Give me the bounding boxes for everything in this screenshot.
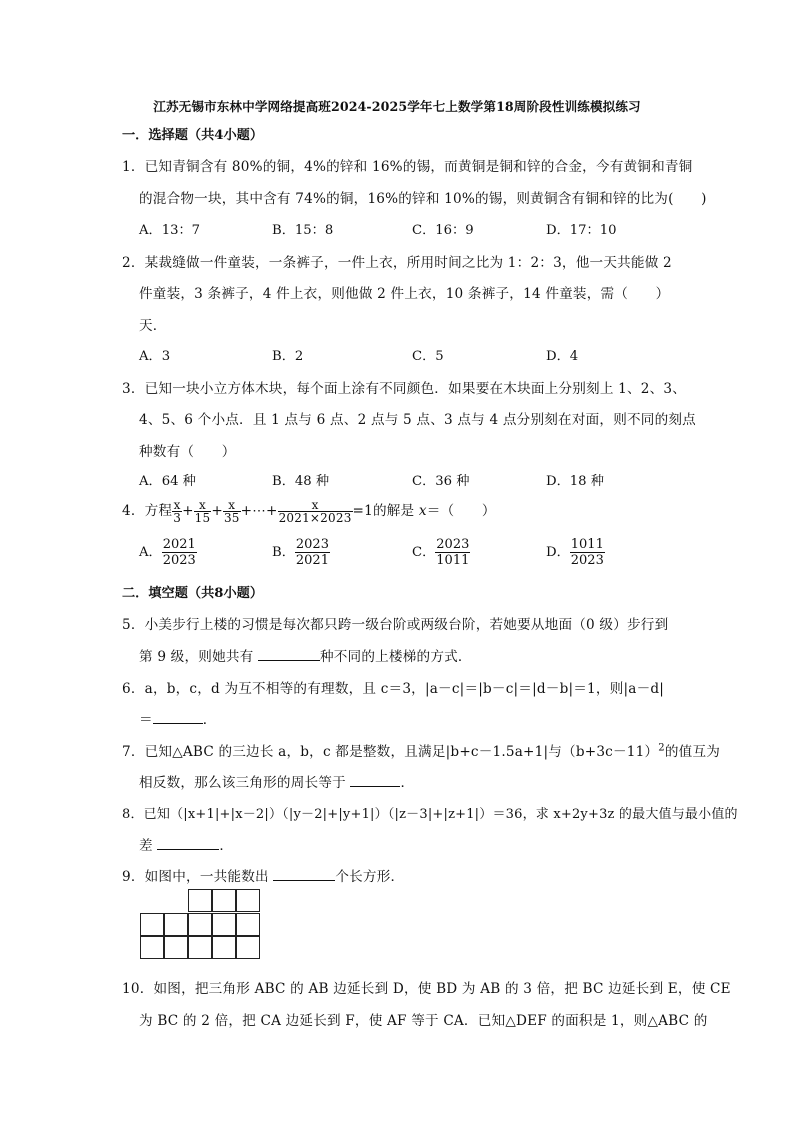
question-3-option-a: A．64 种 bbox=[139, 474, 196, 489]
question-1-line-2: 的混合物一块，其中含有 74%的铜，16%的锌和 10%的锡，则黄铜含有铜和锌的比为( ) bbox=[139, 191, 707, 207]
question-2-option-c: C．5 bbox=[412, 349, 444, 364]
question-4-tail: ＝（ ） bbox=[426, 503, 496, 519]
question-1-option-a: A．13：7 bbox=[139, 223, 201, 238]
grid-cell bbox=[164, 936, 188, 959]
question-2-line-1: 2．某裁缝做一件童装，一条裤子，一件上衣，所用时间之比为 1：2：3，他一天共能做 2 bbox=[122, 255, 672, 271]
question-2-option-a: A．3 bbox=[139, 349, 171, 364]
answer-blank[interactable] bbox=[350, 774, 400, 787]
question-3-line-2: 4、5、6 个小点．且 1 点与 6 点、2 点与 5 点、3 点与 4 点分别刻在对面，则不同的刻点 bbox=[139, 412, 696, 428]
grid-cell bbox=[140, 936, 164, 959]
question-9-line-1: 9．如图中，一共能数出 个长方形． bbox=[122, 869, 405, 885]
question-4-line-1 bbox=[122, 496, 496, 526]
grid-cell bbox=[164, 913, 188, 936]
answer-blank[interactable] bbox=[153, 711, 203, 724]
fraction-x-over-35: $\frac{x}{35}$ bbox=[223, 498, 240, 525]
question-7-line-1: 7．已知△ABC 的三边长 a，b，c 都是整数，且满足|b+c－1.5a+1|与$(b+3c-11)^2$的值互为 bbox=[122, 742, 721, 760]
answer-blank[interactable] bbox=[273, 868, 335, 881]
question-8-line-1: 8．已知（|x+1|+|x－2|）（|y－2|+|y+1|）（|z－3|+|z+1|）＝36，求 x+2y+3z 的最大值与最小值的 bbox=[122, 807, 738, 822]
question-6-line-1: 6．a，b，c，d 为互不相等的有理数，且 c＝3，|a－c|＝|b－c|＝|d－b|＝1，则|a－d| bbox=[122, 681, 665, 697]
question-3-option-b: B．48 种 bbox=[272, 474, 330, 489]
grid-cell bbox=[212, 913, 236, 936]
question-4-option-b: B． $\frac{2023}{2021}$ bbox=[272, 537, 329, 568]
question-3-option-d: D．18 种 bbox=[546, 474, 604, 489]
question-1-option-b: B．15：8 bbox=[272, 223, 334, 238]
grid-cell bbox=[212, 936, 236, 959]
question-4-option-c: C． $\frac{2023}{1011}$ bbox=[412, 537, 470, 568]
question-1-option-c: C．16：9 bbox=[412, 223, 474, 238]
option-c-fraction: $\frac{2023}{1011}$ bbox=[436, 537, 470, 568]
question-6-line-2: ＝ ． bbox=[139, 712, 217, 728]
grid-cell bbox=[188, 889, 212, 912]
question-4-variable: x bbox=[418, 503, 427, 519]
option-a-fraction: $\frac{2021}{2023}$ bbox=[162, 537, 196, 568]
question-3-line-1: 3．已知一块小立方体木块，每个面上涂有不同颜色．如果要在木块面上分别刻上 1、2、3、 bbox=[122, 381, 687, 397]
question-4-option-a: A． $\frac{2021}{2023}$ bbox=[139, 537, 196, 568]
question-3-line-3: 种数有（ ） bbox=[139, 444, 236, 460]
question-2-line-3: 天． bbox=[139, 318, 167, 334]
grid-cell bbox=[236, 913, 260, 936]
plus-ellipsis: +⋯+ bbox=[240, 503, 278, 519]
question-4-option-d: D． $\frac{1011}{2023}$ bbox=[546, 537, 604, 568]
grid-cell bbox=[140, 913, 164, 936]
page-title: 江苏无锡市东林中学网络提高班2024-2025学年七上数学第18周阶段性训练模拟练习 bbox=[153, 99, 641, 114]
plus-sign-1: + bbox=[182, 503, 194, 519]
answer-blank[interactable] bbox=[258, 648, 320, 661]
exponent-2: 2 bbox=[658, 742, 665, 754]
question-5-line-2: 第 9 级，则她共有 种不同的上楼梯的方式． bbox=[139, 649, 472, 665]
rectangle-grid-figure bbox=[139, 889, 269, 961]
plus-sign-2: + bbox=[211, 503, 223, 519]
question-7-line-2: 相反数，那么该三角形的周长等于 ． bbox=[139, 775, 415, 791]
grid-cell bbox=[188, 936, 212, 959]
question-1-line-1: 1．已知青铜含有 80%的铜，4%的锌和 16%的锡，而黄铜是铜和锌的合金，今有黄铜和青铜 bbox=[122, 159, 693, 175]
fraction-x-over-15: $\frac{x}{15}$ bbox=[194, 498, 211, 525]
grid-cell bbox=[212, 889, 236, 912]
question-2-option-d: D．4 bbox=[546, 349, 579, 364]
section-heading-fill: 二．填空题（共8小题） bbox=[122, 586, 264, 601]
question-10-line-1: 10．如图，把三角形 ABC 的 AB 边延长到 D，使 BD 为 AB 的 3 倍，把 BC 边延长到 E，使 CE bbox=[122, 981, 731, 997]
question-8-line-2: 差 ． bbox=[139, 838, 234, 854]
grid-cell bbox=[236, 889, 260, 912]
question-4-prefix: 4．方程 bbox=[122, 503, 173, 519]
question-2-option-b: B．2 bbox=[272, 349, 304, 364]
question-5-line-1: 5．小美步行上楼的习惯是每次都只跨一级台阶或两级台阶，若她要从地面（0 级）步行到 bbox=[122, 617, 669, 633]
question-10-line-2: 为 BC 的 2 倍，把 CA 边延长到 F，使 AF 等于 CA．已知△DEF 的面积是 1，则△ABC 的 bbox=[139, 1013, 708, 1029]
fraction-x-over-3: $\frac{x}{3}$ bbox=[173, 498, 182, 525]
question-1-option-d: D．17：10 bbox=[546, 223, 617, 238]
section-heading-choice: 一．选择题（共4小题） bbox=[122, 128, 264, 143]
option-d-fraction: $\frac{1011}{2023}$ bbox=[570, 537, 604, 568]
fraction-x-over-2021x2023: $\frac{x}{2021\times 2023}$ bbox=[278, 498, 352, 525]
question-4-equals: =1的解是 bbox=[352, 503, 419, 519]
question-3-option-c: C．36 种 bbox=[412, 474, 470, 489]
option-b-fraction: $\frac{2023}{2021}$ bbox=[295, 537, 329, 568]
answer-blank[interactable] bbox=[157, 837, 219, 850]
grid-cell bbox=[188, 913, 212, 936]
question-2-line-2: 件童装，3 条裤子，4 件上衣，则他做 2 件上衣，10 条裤子，14 件童装，需（ ） bbox=[139, 286, 670, 302]
grid-cell bbox=[236, 936, 260, 959]
